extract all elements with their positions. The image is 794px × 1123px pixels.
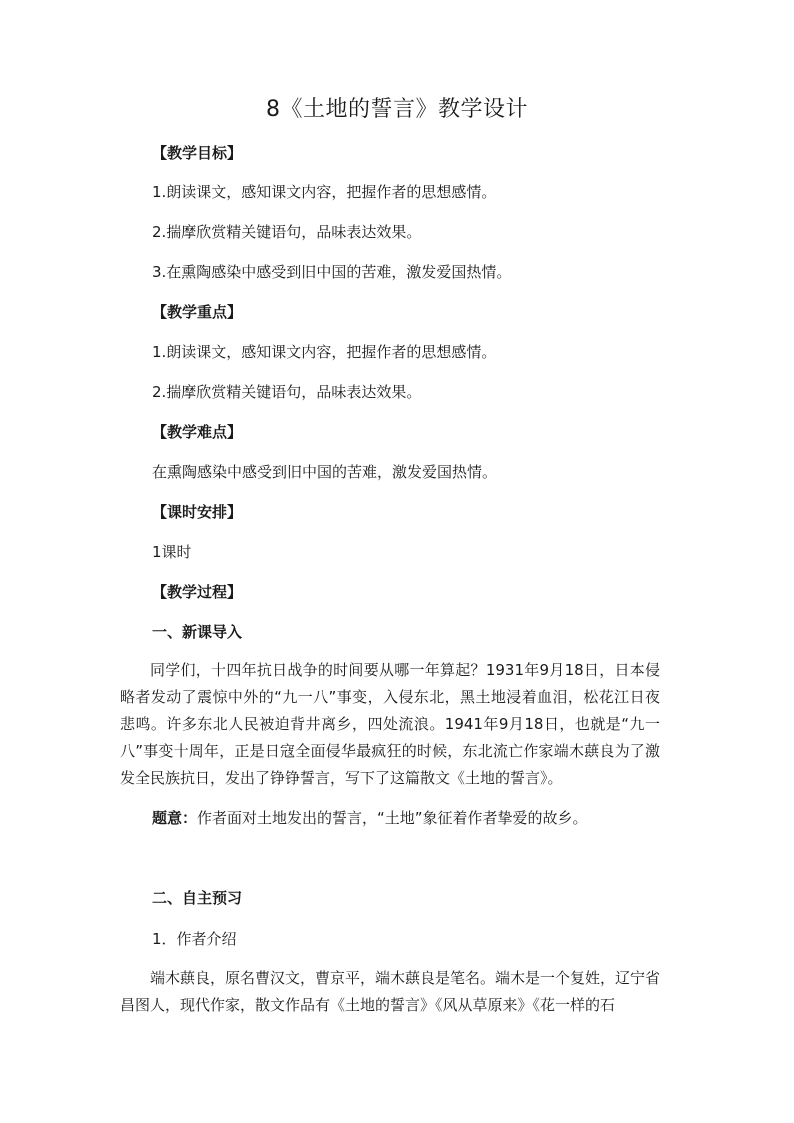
difficulties-text: 在熏陶感染中感受到旧中国的苦难，激发爱国热情。 bbox=[152, 463, 498, 481]
key-point-item-1: 1.朗读课文，感知课文内容，把握作者的思想感情。 bbox=[152, 343, 497, 361]
objective-item-3: 3.在熏陶感染中感受到旧中国的苦难，激发爱国热情。 bbox=[152, 263, 512, 281]
section-2-heading: 二、自主预习 bbox=[152, 889, 243, 907]
document-title: 8《土地的誓言》教学设计 bbox=[266, 97, 528, 122]
author-intro-heading: 1．作者介绍 bbox=[152, 930, 237, 948]
schedule-heading: 【课时安排】 bbox=[152, 503, 243, 521]
title-meaning-text: 作者面对土地发出的誓言，“土地”象征着作者挚爱的故乡。 bbox=[197, 809, 588, 827]
introduction-paragraph: 同学们，十四年抗日战争的时间要从哪一年算起？1931年9月18日，日本侵略者发动了震惊中外的“九一八”事变，入侵东北，黑土地浸着血泪，松花江日夜悲鸣。许多东北人民被迫背井离乡，四处流浪。1941年9月18日，也就是“九一八”事变十周年，正是日寇全面侵华最疯狂的时候，东北流亡作家端木蕻良为了激发全民族抗日，发出了铮铮誓言，写下了这篇散文《土地的誓言》。 bbox=[120, 661, 660, 787]
difficulties-heading: 【教学难点】 bbox=[152, 423, 243, 441]
objective-item-2: 2.揣摩欣赏精关键语句，品味表达效果。 bbox=[152, 223, 422, 241]
process-heading: 【教学过程】 bbox=[152, 583, 243, 601]
objectives-heading: 【教学目标】 bbox=[152, 144, 243, 162]
objective-item-1: 1.朗读课文，感知课文内容，把握作者的思想感情。 bbox=[152, 183, 497, 201]
author-intro-paragraph: 端木蕻良，原名曹汉文，曹京平，端木蕻良是笔名。端木是一个复姓，辽宁省昌图人，现代作家，散文作品有《土地的誓言》《风从草原来》《花一样的石 bbox=[120, 969, 661, 1014]
title-meaning-note bbox=[152, 808, 588, 828]
key-points-heading: 【教学重点】 bbox=[152, 303, 243, 321]
schedule-text: 1课时 bbox=[152, 543, 192, 561]
key-point-item-2: 2.揣摩欣赏精关键语句，品味表达效果。 bbox=[152, 383, 422, 401]
title-meaning-label: 题意： bbox=[152, 809, 198, 827]
section-1-heading: 一、新课导入 bbox=[152, 623, 243, 641]
